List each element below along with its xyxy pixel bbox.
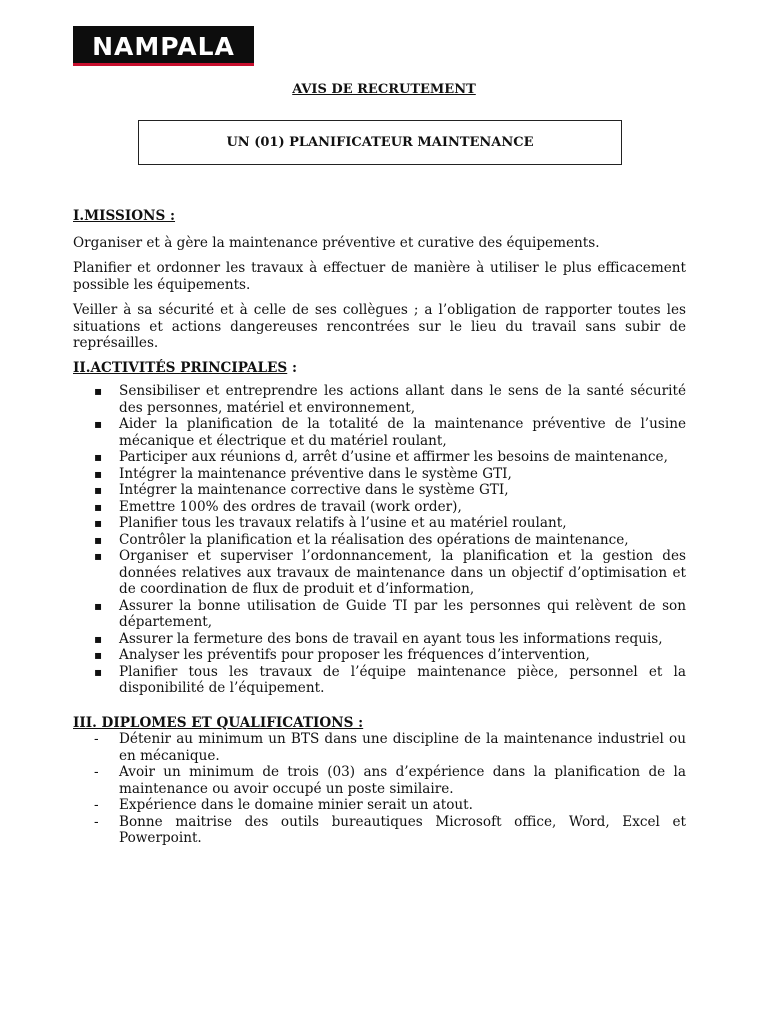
list-item: ▪ Intégrer la maintenance corrective dans le système GTI,: [119, 482, 686, 499]
position-box: [138, 120, 622, 165]
list-item: - Avoir un minimum de trois (03) ans d’expérience dans la planification de la maintenance ou avoir occupé un poste similaire.: [119, 764, 686, 797]
logo-text: NAMPALA: [92, 31, 235, 61]
list-item: ▪ Planifier tous les travaux de l’équipe maintenance pièce, personnel et la disponibilité de l’équipement.: [119, 664, 686, 697]
list-item: ▪ Intégrer la maintenance préventive dans le système GTI,: [119, 466, 686, 483]
missions-heading: I.MISSIONS :: [73, 208, 176, 224]
document-title-row: [0, 78, 768, 97]
missions-paragraph: Veiller à sa sécurité et à celle de ses collègues ; a l’obligation de rapporter toutes les situations et actions dangereuses rencontrées sur le lieu du travail sans subir de représailles.: [73, 302, 686, 351]
list-item: ▪ Contrôler la planification et la réalisation des opérations de maintenance,: [119, 532, 686, 549]
list-item: ▪ Assurer la bonne utilisation de Guide TI par les personnes qui relèvent de son département,: [119, 598, 686, 631]
activities-heading: II.ACTIVITÉS PRINCIPALES :: [73, 359, 297, 376]
list-item: ▪ Sensibiliser et entreprendre les actions allant dans le sens de la santé sécurité des personnes, matériel et environnement,: [119, 383, 686, 416]
list-item: - Détenir au minimum un BTS dans une discipline de la maintenance industriel ou en mécanique.: [119, 731, 686, 764]
list-item: ▪ Participer aux réunions d, arrêt d’usine et affirmer les besoins de maintenance,: [119, 449, 686, 466]
list-item: - Bonne maitrise des outils bureautiques Microsoft office, Word, Excel et Powerpoint.: [119, 814, 686, 847]
company-logo: [73, 26, 254, 66]
list-item: ▪ Emettre 100% des ordres de travail (work order),: [119, 499, 686, 516]
list-item: ▪ Analyser les préventifs pour proposer les fréquences d’intervention,: [119, 647, 686, 664]
document-title: AVIS DE RECRUTEMENT: [292, 82, 476, 97]
activities-list: [73, 383, 686, 697]
missions-paragraph: Organiser et à gère la maintenance préventive et curative des équipements.: [73, 234, 600, 251]
list-item: ▪ Planifier tous les travaux relatifs à l’usine et au matériel roulant,: [119, 515, 686, 532]
logo-underline: [73, 63, 254, 66]
list-item: - Expérience dans le domaine minier serait un atout.: [119, 797, 686, 814]
qualifications-list: [73, 731, 686, 847]
list-item: ▪ Organiser et superviser l’ordonnancement, la planification et la gestion des données relatives aux travaux de maintenance dans un objectif d’optimisation et de coordination de flux de produit et d’information,: [119, 548, 686, 598]
list-item: ▪ Aider la planification de la totalité de la maintenance préventive de l’usine mécanique et électrique et du matériel roulant,: [119, 416, 686, 449]
missions-paragraph: Planifier et ordonner les travaux à effectuer de manière à utiliser le plus efficacement possible les équipements.: [73, 260, 686, 293]
document-body: [73, 208, 686, 847]
qualifications-heading: III. DIPLOMES ET QUALIFICATIONS :: [73, 714, 364, 731]
list-item: ▪ Assurer la fermeture des bons de travail en ayant tous les informations requis,: [119, 631, 686, 648]
position-title: UN (01) PLANIFICATEUR MAINTENANCE: [226, 135, 534, 150]
